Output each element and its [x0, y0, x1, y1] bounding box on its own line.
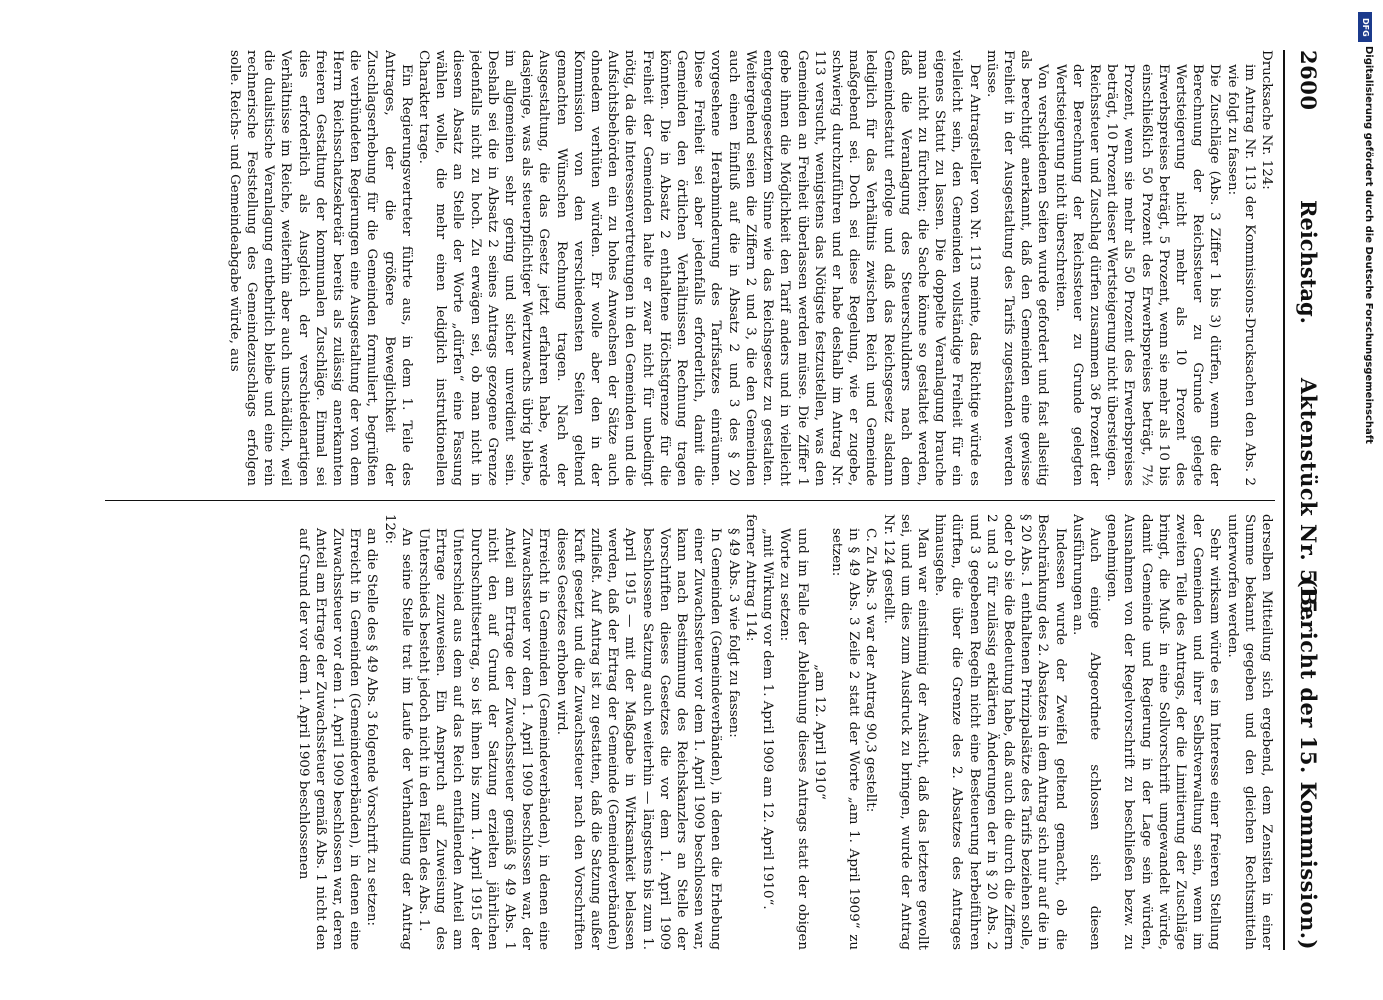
- header-rule: [1283, 50, 1285, 950]
- paragraph: Erreicht in Gemeinden (Gemeindeverbänden), in denen eine Zuwachssteuer vor dem 1. April 1909 beschlossen war, deren Anteil am Ertrage der Zuwachssteuer gemäß Abs. 1 nicht den auf Grund der vor dem 1. April 1909 beschlossenen: [295, 528, 363, 950]
- paragraph: Drucksache Nr. 124:: [1259, 50, 1274, 190]
- paragraph: derselben Mitteilung sich ergebend, dem Zensiten in einer Summe bekannt gegeben und den gleichen Rechtsmitteln unterworfen werden.: [1224, 514, 1274, 950]
- paragraph: In Gemeinden (Gemeindeverbänden), in denen die Erhebung einer Zuwachssteuer vor dem 1. April 1909 beschlossen war, kann nach Bestimmung des Reichskanzlers an Stelle der Vorschriften dieses Gesetzes die vor dem 1. April 1909 beschlossene Satzung auch weiterhin — längstens bis zum 1. April 1915 — mit der Maßgabe in Wirksamkeit belassen werden, daß der Ertrag der Gemeinde (Gemeindeverbänden) zufließt. Auf Antrag ist zu gestatten, daß die Satzung außer Kraft gesetzt und die Zuwachssteuer nach den Vorschriften dieses Gesetzes erhoben wird.: [553, 528, 724, 950]
- digitization-credit: [1356, 8, 1380, 988]
- paragraph: in § 49 Abs. 3 Zeile 2 statt der Worte „am 1. April 1909“ zu setzen:: [828, 528, 862, 950]
- header-left-title-holder: [1296, 200, 1321, 324]
- paragraph: Die Zuschläge (Abs. 3 Ziffer 1 bis 3) dürfen, wenn die der Berechnung der Reichssteuer zu Grunde gelegte Wertsteigerung nicht mehr als 10 Prozent des Erwerbspreises beträgt, 5 Prozent, wenn sie mehr als 10 bis einschließlich 50 Prozent des Erwerbspreises beträgt, 7½ Prozent, wenn sie mehr als 50 Prozent des Erwerbspreises beträgt, 10 Prozent dieser Wertsteigerung nicht übersteigen.: [1104, 64, 1223, 486]
- paragraph: An seine Stelle trat im Laufe der Verhandlung der Antrag 126:: [381, 514, 414, 950]
- paragraph: Erreicht in Gemeinden (Gemeindeverbänden), in denen eine Zuwachssteuer vor dem 1. April 1909 beschlossen war, der Anteil am Ertrage der Zuwachssteuer gemäß § 49 Abs. 1 nicht den auf Grund der Satzung erzielten jährlichen Durchschnittsertrag, so ist ihnen bis zum 1. April 1915 der Unterschied aus dem auf das Reich entfallenden Anteil am Ertrage zuzuweisen. Ein Anspruch auf Zuweisung des Unterschieds besteht jedoch nicht in den Fällen des Abs. 1.: [416, 528, 552, 950]
- dfg-logo-badge: DFG: [1358, 12, 1372, 42]
- paragraph: Der Antragsteller von Nr. 113 meinte, das Richtige würde es vielleicht sein, den Gemeinden vollständige Freiheit für ein eigenes Statut zu lassen. Die doppelte Veranlagung brauche man nicht zu fürchten; die Sache könne so gestaltet werden, daß die Veranlagung des Steuerschuldners nach dem Gemeindestatut erfolge und daß das Reichsgesetz alsdann lediglich für das Verhältnis zwischen Reich und Gemeinde maßgebend sei. Doch sei diese Regelung, wie er zugebe, schwierig durchzuführen und er habe deshalb im Antrag Nr. 113 versucht, wenigstens das Nötigste festzustellen, was den Gemeinden an Freiheit überlassen werden müsse. Die Ziffer 1 gebe ihnen die Möglichkeit den Tarif anders und in vielleicht entgegengesetztem Sinne wie das Reichsgesetz zu gestalten. Weitergehend seien die Ziffern 2 und 3, die den Gemeinden auch einen Einfluß auf die in Absatz 2 und 3 des § 20 vorgesehene Herabminderung des Tarifsatzes einräumen. Diese Freiheit sei aber jedenfalls erforderlich, damit die Gemeinden den örtlichen Verhältnissen Rechnung tragen könnten. Die in Absatz 2 enthaltene Höchstgrenze für die Freiheit der Gemeinden halte er zwar nicht für unbedingt nötig, da die Interessenvertretungen in den Gemeinden und die Aufsichtsbehörden ein zu hohes Anwachsen der Sätze auch ohnedem verhüten würden. Er wolle aber den in der Kommission von den verschiedensten Seiten geltend gemachten Wünschen Rechnung tragen. Nach der Ausgestaltung, die das Gesetz jetzt erfahren habe, werde dasjenige, was als steuerpflichtiger Wertzuwachs übrig bleibe, im allgemeinen sehr gering und sicher unverdient sein. Deshalb sei die in Absatz 2 seines Antrags gezogene Grenze jedenfalls nicht zu hoch. Zu erwägen sei, ob man nicht in diesem Absatz an Stelle der Worte „dürfen“ eine Fassung wählen wolle, die mehr einen lediglich instruktionellen Charakter trage.: [416, 50, 982, 486]
- right-text-column: [95, 514, 1275, 950]
- paragraph: und im Falle der Ablehnung dieses Antrags statt der obigen Worte zu setzen:: [777, 528, 810, 950]
- paragraph: Von verschiedenen Seiten wurde gefordert und fast allseitig als berechtigt anerkannt, daß den Gemeinden eine gewisse Freiheit in der Ausgestaltung des Tarifs zugestanden werden müsse.: [983, 50, 1051, 486]
- left-text-column: [95, 50, 1275, 486]
- paragraph: Ein Regierungsvertreter führte aus, in dem 1. Teile des Antrages, der die größere Beweglichkeit der Zuschlagserhebung für die Gemeinden formuliert, begrüßten die verbündeten Regierungen eine Ausgestaltung der von dem Herrn Reichsschatzsekretär bereits als zulässig anerkannten freieren Gestaltung der kommunalen Zuschläge. Einmal sei dies erforderlich als Ausgleich der verschiedenartigen Verhältnisse im Reiche, weiterhin aber auch unschädlich, weil die dualistische Veranlagung entbehrlich bleibe und eine rein rechnerische Feststellung des Gemeindezuschlags erfolgen solle. Reichs- und Gemeindeabgabe würde, aus: [226, 50, 414, 486]
- paragraph: Auch einige Abgeordnete schlossen sich diesen Ausführungen an.: [1069, 514, 1102, 950]
- page-number: 2600: [1296, 50, 1321, 111]
- paragraph: ferner Antrag 114:: [742, 514, 758, 642]
- paragraph: Reichssteuer und Zuschlag dürfen zusammen 36 Prozent der der Berechnung der Reichssteuer zu Grunde gelegten Wertsteigerung nicht überschreiten.: [1052, 64, 1102, 486]
- column-divider: [105, 500, 1275, 501]
- paragraph: „mit Wirkung vor dem 1. April 1909 am 12. April 1910“.: [760, 528, 776, 910]
- paragraph: Sehr wirksam würde es im Interesse einer freieren Stellung der Gemeinden und ihrer Selbstverwaltung sein, wenn im zweiten Teile des Antrags, der die Limitierung der Zuschläge bringt, die Muß- in eine Sollvorschrift umgewandelt würde, damit Gemeinde und Regierung in der Lage sein würden, Ausnahmen von der Regelvorschrift zu beschließen bezw. zu genehmigen.: [1104, 514, 1223, 950]
- paragraph: Indessen wurde der Zweifel geltend gemacht, ob die Beschränkung des 2. Absatzes in dem Antrag sich nur auf die in § 20 Abs. 1 enthaltenen Prinzipalsätze des Tarifs beziehen solle, oder ob sie die Bedeutung habe, daß auch die durch die Ziffern 2 und 3 für zulässig erklärten Änderungen der in § 20 Abs. 2 und 3 gegebenen Regeln nicht eine Besteuerung herbeiführen dürften, die über die Grenze des 2. Absatzes des Antrages hinausgehe.: [932, 514, 1068, 950]
- header-center-title: Aktenstück Nr. 515.: [1296, 377, 1321, 623]
- paragraph: Man war einstimmig der Ansicht, daß das letztere gewollt sei, und um dies zum Ausdruck zu bringen, wurde der Antrag Nr. 124 gestellt.: [880, 514, 930, 950]
- document-page: [87, 50, 1327, 950]
- running-header: [1287, 50, 1327, 950]
- header-left-title: Reichstag.: [1296, 200, 1321, 324]
- paragraph: „am 12. April 1910“: [811, 664, 827, 800]
- paragraph: an die Stelle des § 49 Abs. 3 folgende Vorschrift zu setzen:: [364, 528, 380, 926]
- paragraph: § 49 Abs. 3 wie folgt zu fassen:: [725, 528, 741, 738]
- credit-text: Digitalisierung gefördert durch die Deutsche Forschungsgemeinschaft: [1363, 46, 1374, 444]
- paragraph: C. Zu Abs. 3 war der Antrag 90,3 gestellt:: [863, 528, 879, 813]
- paragraph: im Antrag Nr. 113 der Kommissions-Drucksachen den Abs. 2 wie folgt zu fassen:: [1224, 64, 1257, 486]
- header-right-title: (Bericht der 15. Kommission.): [1296, 577, 1321, 950]
